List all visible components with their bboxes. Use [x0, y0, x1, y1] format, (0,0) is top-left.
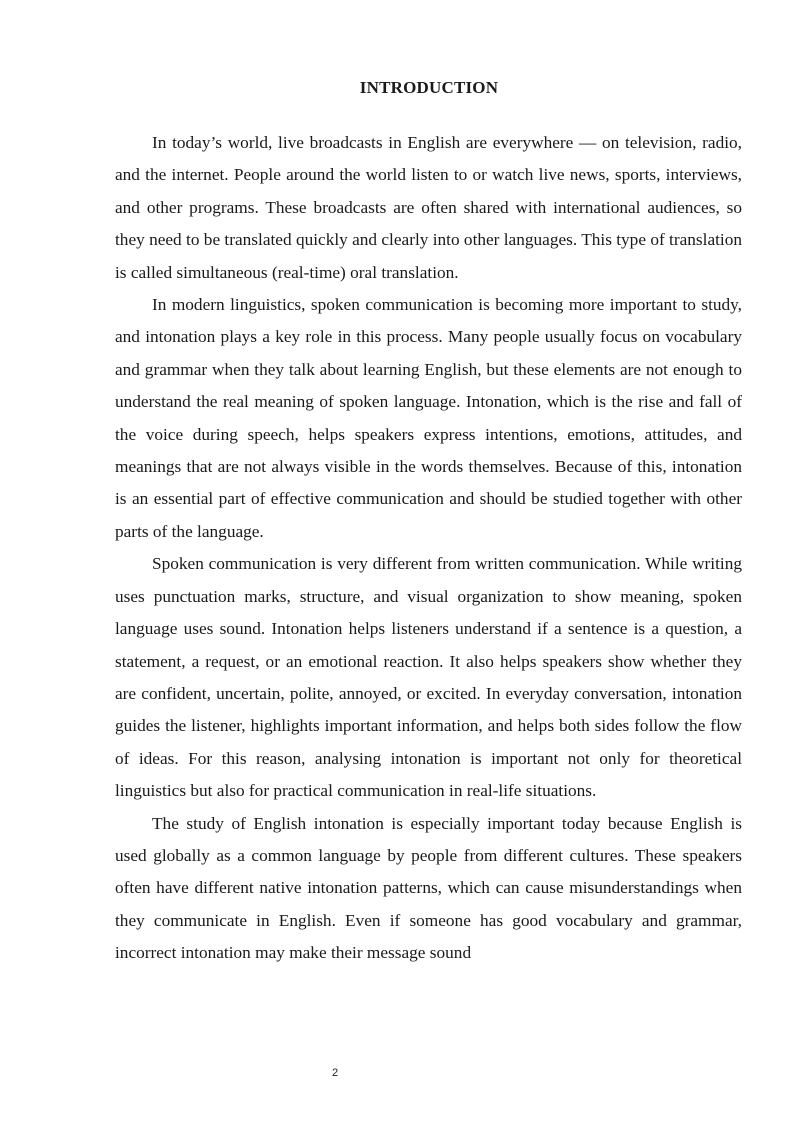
paragraph-2: In modern linguistics, spoken communication is becoming more important to study, and intonation plays a key role in this process. Many people usually focus on vocabulary and grammar when they talk about learning English, but these elements are not enough to understand the real meaning of spoken language. Intonation, which is the rise and fall of the voice during speech, helps speakers express intentions, emotions, attitudes, and meanings that are not always visible in the words themselves. Because of this, intonation is an essential part of effective communication and should be studied together with other parts of the language.	[115, 295, 742, 541]
paragraph-1: In today’s world, live broadcasts in English are everywhere — on television, radio, and the internet. People around the world listen to or watch live news, sports, interviews, and other programs. These broadcasts are often shared with international audiences, so they need to be translated quickly and clearly into other languages. This type of translation is called simultaneous (real-time) oral translation.	[115, 133, 742, 282]
body-text	[115, 127, 742, 970]
paragraph-3: Spoken communication is very different from written communication. While writing uses punctuation marks, structure, and visual organization to show meaning, spoken language uses sound. Intonation helps listeners understand if a sentence is a question, a statement, a request, or an emotional reaction. It also helps speakers show whether they are confident, uncertain, polite, annoyed, or excited. In everyday conversation, intonation guides the listener, highlights important information, and helps both sides follow the flow of ideas. For this reason, analysing intonation is important not only for theoretical linguistics but also for practical communication in real-life situations.	[115, 554, 742, 801]
page-title: INTRODUCTION	[359, 78, 499, 97]
paragraph-4: The study of English intonation is especially important today because English is used globally as a common language by people from different cultures. These speakers often have different native intonation patterns, which can cause misunderstandings when they communicate in English. Even if someone has good vocabulary and grammar, incorrect intonation may make their message sound	[115, 813, 742, 963]
page-number: 2	[331, 1067, 339, 1079]
